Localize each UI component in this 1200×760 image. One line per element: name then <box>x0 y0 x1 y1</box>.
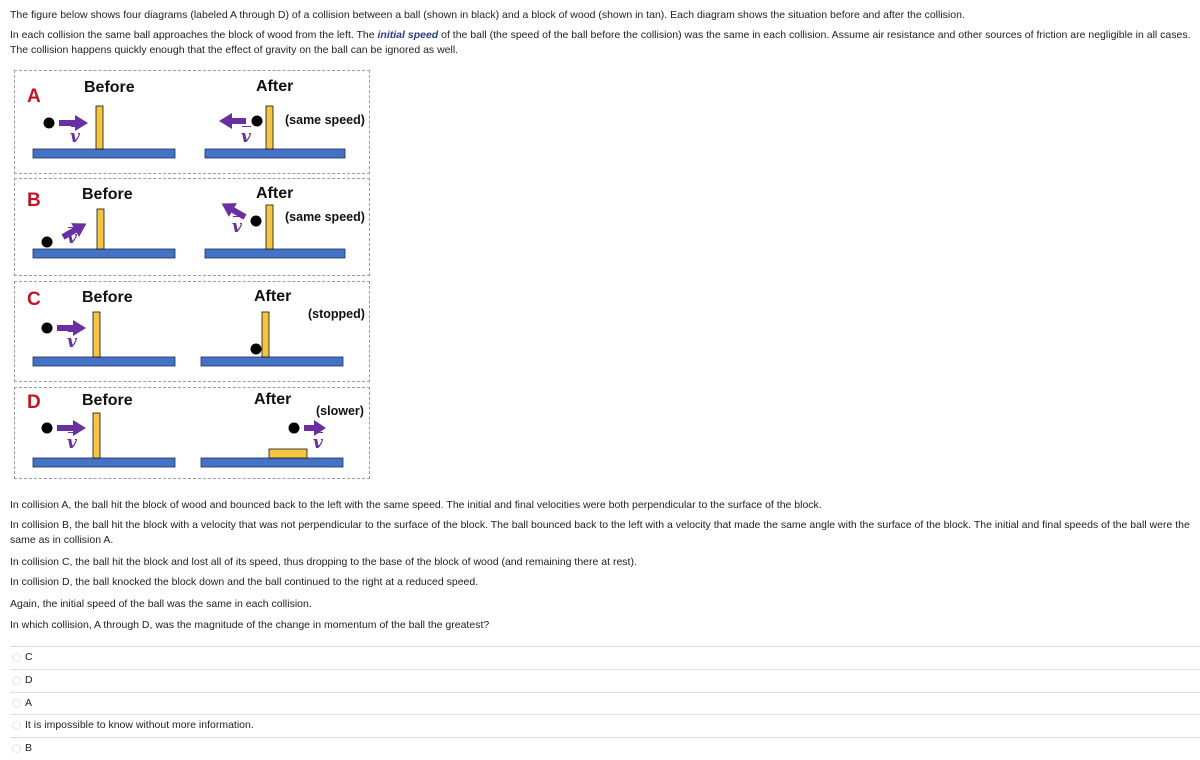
after-note: (stopped) <box>308 307 365 321</box>
before-heading: Before <box>82 186 133 203</box>
panel-d <box>14 387 370 479</box>
block-after-knocked-down <box>269 449 307 458</box>
before-heading: Before <box>84 79 135 96</box>
after-heading: After <box>254 391 292 408</box>
after-heading: After <box>256 78 294 95</box>
ball-after <box>252 116 263 127</box>
description-b: In collision B, the ball hit the block with a velocity that was not perpendicular to the surface of the block. The ball bounced back to the left with a velocity that made the same angle with the surface of the block. The initial and final speeds of the ball were the same as in collision A. <box>10 519 1190 546</box>
velocity-label-before: v <box>67 228 77 248</box>
option-impossible[interactable] <box>10 714 1200 737</box>
radio-button[interactable] <box>12 744 21 753</box>
ball-before <box>42 423 53 434</box>
option-d[interactable] <box>10 669 1200 692</box>
velocity-label-before: v <box>67 433 77 453</box>
option-a[interactable] <box>10 692 1200 715</box>
question-text: In which collision, A through D, was the magnitude of the change in momentum of the ball the greatest? <box>10 619 490 631</box>
block-after <box>266 205 273 249</box>
intro-emphasis-initial-speed: initial speed <box>377 29 439 41</box>
ground-after <box>205 149 345 158</box>
panel-letter: B <box>27 190 41 211</box>
before-heading: Before <box>82 289 133 306</box>
radio-button[interactable] <box>12 653 21 662</box>
description-a: In collision A, the ball hit the block of wood and bounced back to the left with the same speed. The initial and final velocities were both perpendicular to the surface of the block. <box>10 499 822 511</box>
after-note: (same speed) <box>285 210 365 224</box>
after-note: (slower) <box>316 404 364 418</box>
ground-before <box>33 249 175 258</box>
ball-before <box>42 323 53 334</box>
option-label: It is impossible to know without more information. <box>25 719 254 732</box>
velocity-label-after: v <box>241 127 251 147</box>
intro-text-post: of the ball (the speed of the ball before the collision) was the same in each collision. Assume air resistance and other sources of friction are negligible in all cases. The collision happens quickly enough that the effect of gravity on the ball can be ignored as well. <box>10 29 1191 56</box>
panel-c <box>14 281 370 382</box>
ground-after <box>205 249 345 258</box>
option-b[interactable] <box>10 737 1200 760</box>
panel-letter: D <box>27 392 41 413</box>
velocity-label-after: v <box>313 433 323 453</box>
panel-a <box>14 70 370 174</box>
option-label: B <box>25 742 33 755</box>
ground-after <box>201 357 343 366</box>
after-note: (same speed) <box>285 113 365 127</box>
radio-button[interactable] <box>12 721 21 730</box>
velocity-label-before: v <box>70 127 80 147</box>
ground-after <box>201 458 343 467</box>
radio-button[interactable] <box>12 676 21 685</box>
panel-letter: C <box>27 289 41 310</box>
option-label: A <box>25 696 33 709</box>
ball-after <box>251 216 262 227</box>
block-before <box>93 312 100 357</box>
block-before <box>93 413 100 458</box>
ball-before <box>44 118 55 129</box>
after-heading: After <box>254 288 292 305</box>
velocity-label-after: v <box>232 217 242 237</box>
intro-paragraph-1: The figure below shows four diagrams (labeled A through D) of a collision between a ball (shown in black) and a block of wood (shown in tan). Each diagram shows the situation before and after the collision. <box>10 9 965 21</box>
answer-options <box>10 646 1200 760</box>
block-after <box>266 106 273 149</box>
ground-before <box>33 357 175 366</box>
ball-after-stopped <box>251 344 262 355</box>
radio-button[interactable] <box>12 699 21 708</box>
option-label: D <box>25 673 33 686</box>
intro-paragraph-2 <box>10 28 1195 58</box>
block-before <box>96 106 103 149</box>
ground-before <box>33 149 175 158</box>
after-heading: After <box>256 185 294 202</box>
option-label: C <box>25 651 33 663</box>
description-again: Again, the initial speed of the ball was the same in each collision. <box>10 598 312 610</box>
description-c: In collision C, the ball hit the block and lost all of its speed, thus dropping to the base of the block of wood (and remaining there at rest). <box>10 556 637 568</box>
option-c[interactable] <box>10 646 1200 669</box>
panel-letter: A <box>27 86 41 107</box>
block-after <box>262 312 269 357</box>
ball-after <box>289 423 300 434</box>
velocity-label-before: v <box>67 332 77 352</box>
intro-text-pre: In each collision the same ball approaches the block of wood from the left. The <box>10 29 378 41</box>
ground-before <box>33 458 175 467</box>
collision-figure <box>14 70 372 482</box>
panel-b <box>14 178 370 276</box>
ball-before <box>42 237 53 248</box>
description-d: In collision D, the ball knocked the block down and the ball continued to the right at a reduced speed. <box>10 576 479 588</box>
block-before <box>97 209 104 249</box>
before-heading: Before <box>82 392 133 409</box>
